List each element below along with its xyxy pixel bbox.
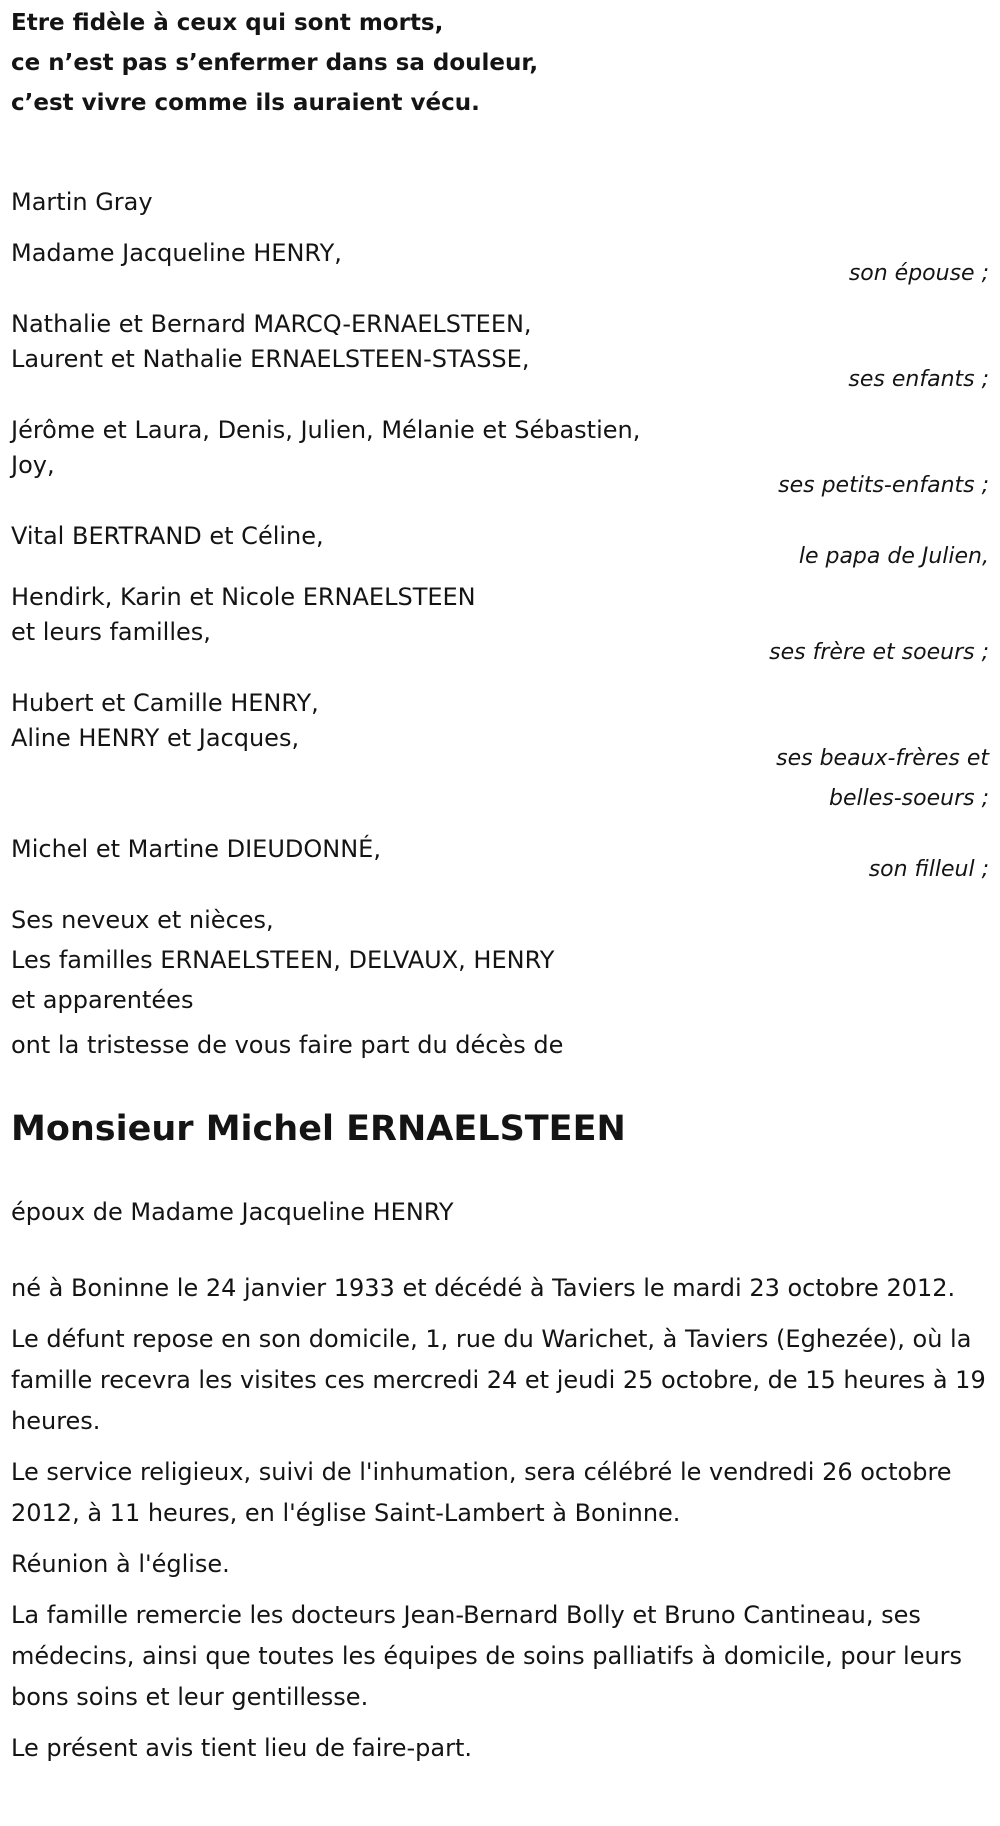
quote-author: Martin Gray bbox=[11, 188, 153, 216]
details-block bbox=[11, 1268, 989, 1769]
epigraph-quote bbox=[11, 8, 538, 128]
family-group bbox=[11, 410, 989, 506]
details-paragraph: Le service religieux, suivi de l'inhumation, sera célébré le vendredi 26 octobre 2012, à 11 heures, en l'église Saint-Lambert à Boninne. bbox=[11, 1458, 952, 1527]
family-group bbox=[11, 516, 989, 577]
family-names: Aline HENRY et Jacques, bbox=[11, 724, 300, 752]
quote-line: ce n’est pas s’enfermer dans sa douleur, bbox=[11, 50, 539, 76]
extended-family bbox=[11, 900, 989, 1021]
family-names: Hendirk, Karin et Nicole ERNAELSTEEN bbox=[11, 583, 476, 611]
family-group bbox=[11, 304, 989, 400]
extended-family-line: Ses neveux et nièces, bbox=[11, 906, 274, 934]
family-names: Vital BERTRAND et Céline, bbox=[11, 522, 324, 550]
details-paragraph: La famille remercie les docteurs Jean-Bernard Bolly et Bruno Cantineau, ses médecins, ainsi que toutes les équipes de soins palliatifs à domicile, pour leurs bons soins et leur gentillesse. bbox=[11, 1601, 963, 1711]
family-names: et leurs familles, bbox=[11, 618, 211, 646]
family-group bbox=[11, 577, 989, 673]
details-paragraph: né à Boninne le 24 janvier 1933 et décédé à Taviers le mardi 23 octobre 2012. bbox=[11, 1274, 956, 1302]
quote-line: c’est vivre comme ils auraient vécu. bbox=[11, 90, 480, 116]
family-group bbox=[11, 829, 989, 890]
extended-family-line: et apparentées bbox=[11, 986, 194, 1014]
family-relation: ses beaux-frères et bbox=[776, 746, 989, 771]
deceased-name: Monsieur Michel ERNAELSTEEN bbox=[11, 1109, 626, 1149]
family-relation: ses frère et soeurs ; bbox=[769, 640, 989, 665]
family-group bbox=[11, 683, 989, 819]
family-names: Nathalie et Bernard MARCQ-ERNAELSTEEN, bbox=[11, 310, 532, 338]
family-names: Michel et Martine DIEUDONNÉ, bbox=[11, 835, 381, 863]
extended-family-line: Les familles ERNAELSTEEN, DELVAUX, HENRY bbox=[11, 946, 555, 974]
family-relation: ses enfants ; bbox=[848, 367, 989, 392]
details-paragraph: Réunion à l'église. bbox=[11, 1550, 230, 1578]
family-relation: son épouse ; bbox=[848, 261, 989, 286]
family-names: Laurent et Nathalie ERNAELSTEEN-STASSE, bbox=[11, 345, 530, 373]
family-names: Jérôme et Laura, Denis, Julien, Mélanie et Sébastien, bbox=[11, 416, 641, 444]
family-names: Madame Jacqueline HENRY, bbox=[11, 239, 342, 267]
family-list bbox=[11, 233, 989, 1021]
spouse-line: époux de Madame Jacqueline HENRY bbox=[11, 1198, 454, 1226]
details-paragraph: Le défunt repose en son domicile, 1, rue du Warichet, à Taviers (Eghezée), où la famille recevra les visites ces mercredi 24 et jeudi 25 octobre, de 15 heures à 19 heures. bbox=[11, 1325, 986, 1435]
family-names: Joy, bbox=[11, 451, 55, 479]
family-relation: belles-soeurs ; bbox=[829, 786, 989, 811]
quote-line: Etre fidèle à ceux qui sont morts, bbox=[11, 10, 444, 36]
family-relation: ses petits-enfants ; bbox=[778, 473, 989, 498]
details-paragraph: Le présent avis tient lieu de faire-part. bbox=[11, 1734, 473, 1762]
announcement-line: ont la tristesse de vous faire part du décès de bbox=[11, 1031, 564, 1059]
family-group bbox=[11, 233, 989, 294]
family-names: Hubert et Camille HENRY, bbox=[11, 689, 319, 717]
family-relation: le papa de Julien, bbox=[798, 544, 989, 569]
family-relation: son filleul ; bbox=[868, 857, 989, 882]
